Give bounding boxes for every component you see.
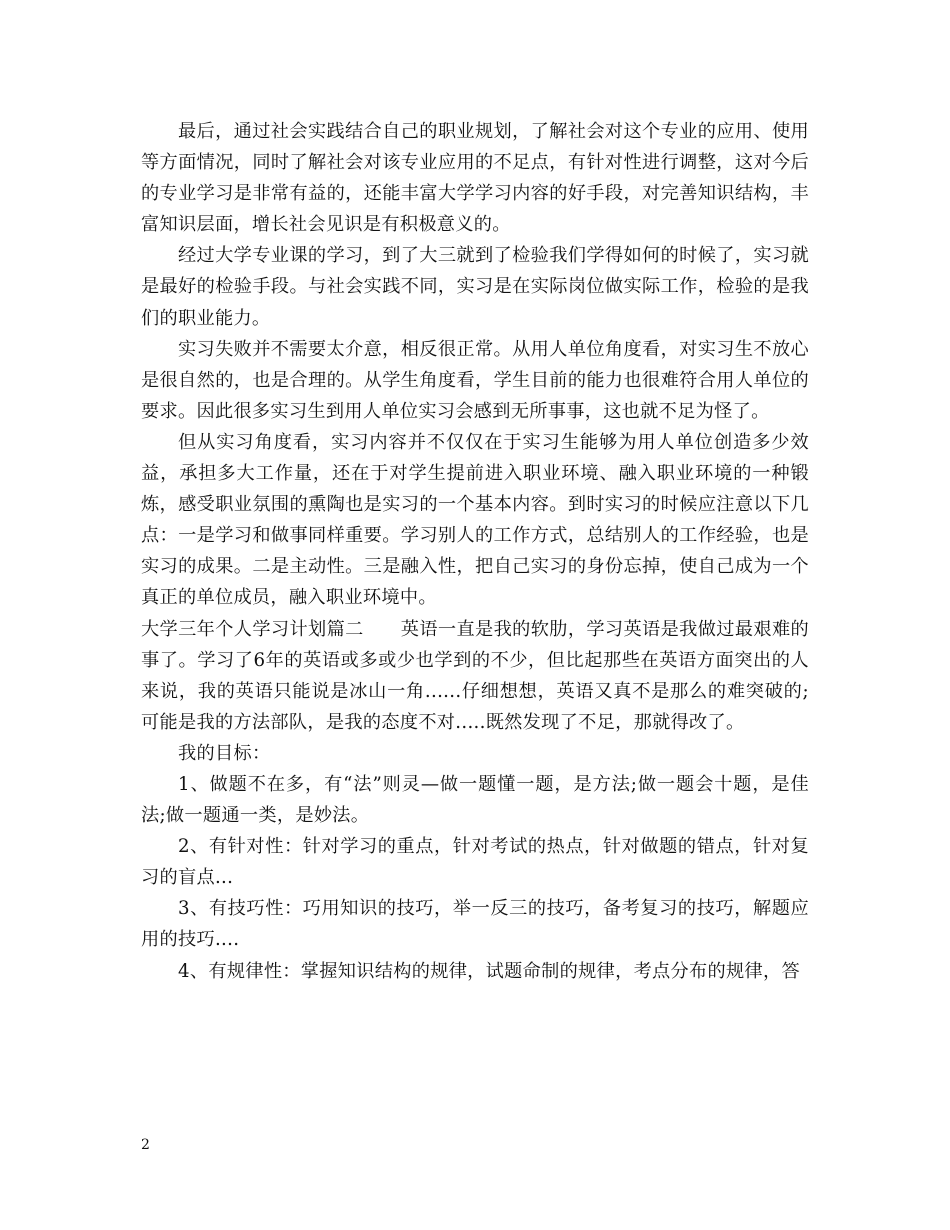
page-number: 2 (141, 1137, 150, 1153)
document-body (141, 116, 809, 987)
list-item-goal-1: 1、做题不在多，有“法”则灵—做一题懂一题，是方法;做一题会十题，是佳法;做一题通一类，是妙法。 (141, 773, 809, 827)
paragraph-internship-notes: 但从实习角度看，实习内容并不仅仅在于实习生能够为用人单位创造多少效益，承担多大工作量，还在于对学生提前进入职业环境、融入职业环境的一种锻炼，感受职业氛围的熏陶也是实习的一个基本内容。到时实习的时候应注意以下几点：一是学习和做事同样重要。学习别人的工作方式，总结别人的工作经验，也是实习的成果。二是主动性。三是融入性，把自己实习的身份忘掉，使自己成为一个真正的单位成员，融入职业环境中。 (141, 431, 809, 609)
list-item-goal-3: 3、有技巧性：巧用知识的技巧，举一反三的技巧，备考复习的技巧，解题应用的技巧.... (141, 898, 809, 951)
paragraph-social-practice: 最后，通过社会实践结合自己的职业规划，了解社会对这个专业的应用、使用等方面情况，同时了解社会对该专业应用的不足点，有针对性进行调整，这对今后的专业学习是非常有益的，还能丰富大学学习内容的好手段，对完善知识结构，丰富知识层面，增长社会见识是有积极意义的。 (141, 121, 809, 236)
paragraph-internship-failure: 实习失败并不需要太介意，相反很正常。从用人单位角度看，对实习生不放心是很自然的，也是合理的。从学生角度看，学生目前的能力也很难符合用人单位的要求。因此很多实习生到用人单位实习会感到无所事事，这也就不足为怪了。 (141, 338, 809, 422)
list-item-goal-2: 2、有针对性：针对学习的重点，针对考试的热点，针对做题的错点，针对复习的盲点... (141, 836, 809, 889)
paragraph-plan-part-two: 大学三年个人学习计划篇二 英语一直是我的软肋，学习英语是我做过最艰难的事了。学习了6年的英语或多或少也学到的不少，但比起那些在英语方面突出的人来说，我的英语只能说是冰山一角......仔细想想，英语又真不是那么的难突破的;可能是我的方法部队，是我的态度不对.....既然发现了不足，那就得改了。 (141, 618, 809, 733)
paragraph-internship-test: 经过大学专业课的学习，到了大三就到了检验我们学得如何的时候了，实习就是最好的检验手段。与社会实践不同，实习是在实际岗位做实际工作，检验的是我们的职业能力。 (141, 245, 809, 329)
paragraph-goals-heading: 我的目标： (178, 742, 271, 764)
list-item-goal-4: 4、有规律性：掌握知识结构的规律，试题命制的规律，考点分布的规律，答 (178, 960, 800, 982)
